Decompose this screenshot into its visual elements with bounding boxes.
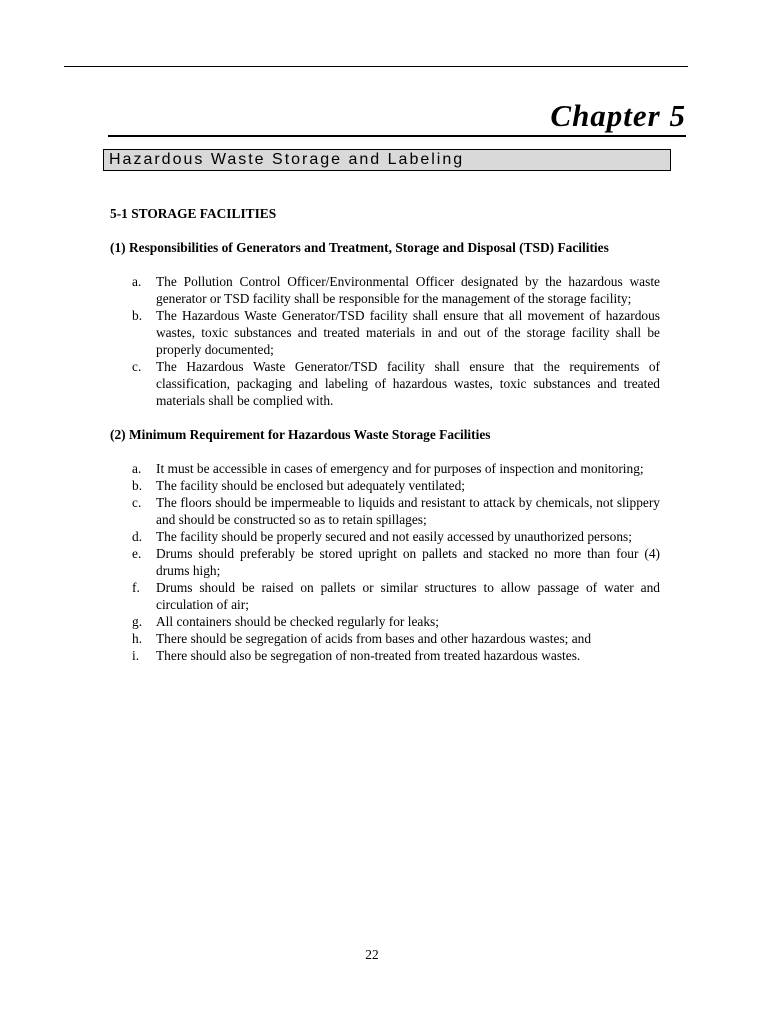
list-item-text: The Hazardous Waste Generator/TSD facility shall ensure that the requirements of classification, packaging and labeling of hazardous wastes, toxic substances and treated materials shall be complied with. — [156, 359, 660, 408]
list-item — [110, 358, 660, 409]
main-heading: 5-1 STORAGE FACILITIES — [110, 206, 277, 221]
list-marker: g. — [132, 614, 143, 629]
list-item-text: The Pollution Control Officer/Environmental Officer designated by the hazardous waste generator or TSD facility shall be responsible for the management of the storage facility; — [156, 274, 660, 306]
list-item — [110, 528, 660, 545]
subsection-2-list — [110, 460, 660, 664]
list-item-text: Drums should preferably be stored upright on pallets and stacked no more than four (4) drums high; — [156, 546, 660, 578]
list-item-text: All containers should be checked regularly for leaks; — [156, 614, 439, 629]
list-marker: a. — [132, 274, 142, 289]
list-marker: i. — [132, 648, 140, 663]
list-item-text: The floors should be impermeable to liquids and resistant to attack by chemicals, not slippery and should be constructed so as to retain spillages; — [156, 495, 660, 527]
list-item — [110, 647, 660, 664]
section-title: Hazardous Waste Storage and Labeling — [109, 151, 465, 168]
list-marker: c. — [132, 359, 142, 374]
chapter-underline — [108, 135, 686, 137]
list-marker: f. — [132, 580, 140, 595]
list-item-text: There should be segregation of acids from bases and other hazardous wastes; and — [156, 631, 592, 646]
document-body — [110, 205, 660, 681]
list-item — [110, 477, 660, 494]
list-marker: b. — [132, 478, 143, 493]
list-item-text: There should also be segregation of non-treated from treated hazardous wastes. — [156, 648, 581, 663]
subsection-2-title: (2) Minimum Requirement for Hazardous Waste Storage Facilities — [110, 427, 491, 442]
list-item-text: The facility should be enclosed but adequately ventilated; — [156, 478, 465, 493]
list-item — [110, 579, 660, 613]
list-marker: d. — [132, 529, 143, 544]
list-item-text: The Hazardous Waste Generator/TSD facility shall ensure that all movement of hazardous wastes, toxic substances and treated materials in and out of the storage facility shall be properly documented; — [156, 308, 660, 357]
subsection-1-title: (1) Responsibilities of Generators and Treatment, Storage and Disposal (TSD) Facilities — [110, 240, 609, 255]
list-marker: b. — [132, 308, 143, 323]
list-marker: a. — [132, 461, 142, 476]
subsection-1-list — [110, 273, 660, 409]
list-item — [110, 273, 660, 307]
chapter-title: Chapter 5 — [550, 98, 686, 133]
page-number: 22 — [365, 947, 379, 962]
list-marker: c. — [132, 495, 142, 510]
section-title-box — [103, 149, 671, 171]
list-item-text: It must be accessible in cases of emergency and for purposes of inspection and monitoring; — [156, 461, 644, 476]
list-item — [110, 307, 660, 358]
header-rule — [64, 66, 688, 67]
list-item — [110, 460, 660, 477]
list-item — [110, 494, 660, 528]
list-marker: h. — [132, 631, 143, 646]
list-item — [110, 545, 660, 579]
list-marker: e. — [132, 546, 142, 561]
list-item-text: The facility should be properly secured and not easily accessed by unauthorized persons; — [156, 529, 632, 544]
list-item — [110, 613, 660, 630]
list-item-text: Drums should be raised on pallets or similar structures to allow passage of water and circulation of air; — [156, 580, 660, 612]
list-item — [110, 630, 660, 647]
